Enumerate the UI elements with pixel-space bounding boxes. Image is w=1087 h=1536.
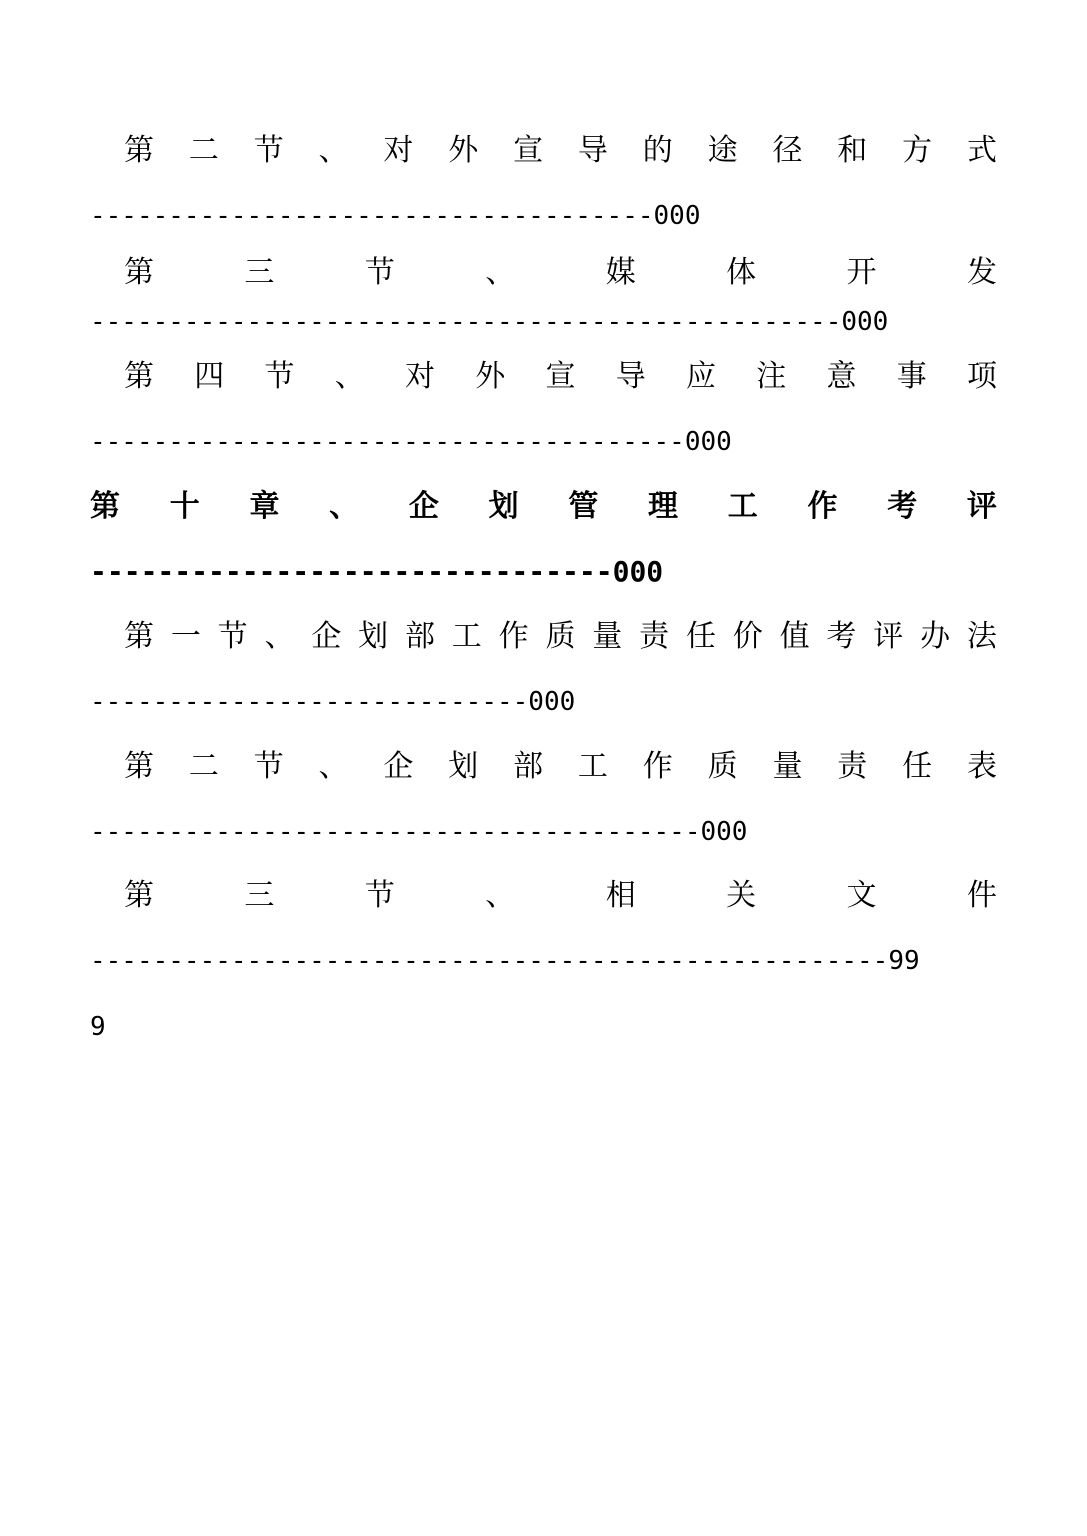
title-char: 项	[967, 359, 997, 394]
title-char: 体	[726, 255, 757, 290]
title-char: 宣	[545, 359, 576, 394]
title-char: 意	[826, 359, 857, 394]
title-char: 划	[488, 489, 519, 524]
toc-entry-title	[124, 359, 997, 394]
title-char: 件	[966, 878, 997, 913]
title-char: 二	[188, 749, 219, 784]
title-char: 事	[896, 359, 927, 394]
trailing-text: 9	[90, 1014, 106, 1040]
toc-entry-leader: ------------------------------------------------000	[90, 309, 889, 335]
title-char: 对	[383, 133, 414, 168]
title-char: 、	[334, 359, 365, 394]
title-char: 、	[329, 489, 360, 524]
title-char: 注	[756, 359, 787, 394]
title-char: 、	[485, 878, 516, 913]
title-char: 三	[244, 255, 275, 290]
title-char: 节	[217, 619, 248, 654]
title-char: 任	[902, 749, 933, 784]
title-char: 第	[124, 133, 154, 168]
title-char: 关	[726, 878, 757, 913]
title-char: 企	[408, 489, 439, 524]
title-char: 相	[605, 878, 636, 913]
title-char: 节	[253, 133, 284, 168]
title-char: 文	[846, 878, 877, 913]
title-char: 节	[264, 359, 295, 394]
toc-entry-leader: --------------------------------------000	[90, 429, 732, 455]
toc-entry-title	[124, 878, 997, 913]
title-char: 十	[169, 489, 200, 524]
title-char: 作	[498, 619, 529, 654]
title-char: 工	[451, 619, 482, 654]
title-char: 导	[615, 359, 646, 394]
toc-entry-title	[124, 133, 997, 168]
title-char: 量	[772, 749, 803, 784]
title-char: 任	[685, 619, 716, 654]
title-char: 质	[545, 619, 576, 654]
title-char: 媒	[605, 255, 636, 290]
title-char: 径	[772, 133, 803, 168]
title-char: 考	[826, 619, 857, 654]
title-char: 节	[253, 749, 284, 784]
title-char: 宣	[513, 133, 544, 168]
title-char: 导	[577, 133, 608, 168]
title-char: 作	[807, 489, 838, 524]
toc-entry-leader: ------------------------------------000	[90, 203, 701, 229]
title-char: 四	[194, 359, 225, 394]
title-char: 作	[642, 749, 673, 784]
title-char: 质	[707, 749, 738, 784]
title-char: 评	[966, 489, 997, 524]
title-char: 第	[124, 878, 154, 913]
title-char: 、	[485, 255, 516, 290]
title-char: 第	[124, 619, 154, 654]
title-char: 办	[920, 619, 951, 654]
title-char: 责	[837, 749, 868, 784]
title-char: 划	[448, 749, 479, 784]
title-char: 应	[686, 359, 716, 394]
title-char: 部	[513, 749, 544, 784]
title-char: 、	[318, 133, 349, 168]
title-char: 三	[244, 878, 275, 913]
toc-entry-leader: ---------------------------------------000	[90, 819, 748, 845]
title-char: 对	[405, 359, 435, 394]
toc-entry-title	[124, 255, 997, 290]
title-char: 外	[448, 133, 479, 168]
title-char: 、	[318, 749, 349, 784]
title-char: 管	[568, 489, 599, 524]
toc-entry-title	[124, 749, 997, 784]
title-char: 二	[188, 133, 219, 168]
title-char: 第	[90, 489, 120, 524]
title-char: 表	[966, 749, 997, 784]
title-char: 章	[249, 489, 280, 524]
title-char: 的	[642, 133, 673, 168]
title-char: 式	[966, 133, 997, 168]
title-char: 企	[311, 619, 342, 654]
title-char: 理	[648, 489, 679, 524]
title-char: 一	[170, 619, 201, 654]
title-char: 第	[124, 749, 154, 784]
title-char: 节	[364, 255, 395, 290]
title-char: 值	[779, 619, 810, 654]
title-char: 开	[846, 255, 877, 290]
title-char: 发	[966, 255, 997, 290]
title-char: 工	[577, 749, 608, 784]
title-char: 途	[707, 133, 738, 168]
title-char: 和	[837, 133, 868, 168]
title-char: 量	[592, 619, 623, 654]
title-char: 部	[404, 619, 435, 654]
title-char: 企	[383, 749, 414, 784]
toc-entry-leader: ----------------------------000	[90, 689, 576, 715]
title-char: 考	[887, 489, 918, 524]
toc-chapter-title	[90, 489, 997, 524]
title-char: 外	[475, 359, 506, 394]
title-char: 节	[364, 878, 395, 913]
title-char: 责	[639, 619, 670, 654]
title-char: 价	[732, 619, 763, 654]
title-char: 第	[124, 255, 154, 290]
title-char: 、	[264, 619, 295, 654]
title-char: 法	[966, 619, 997, 654]
title-char: 划	[358, 619, 389, 654]
title-char: 方	[902, 133, 933, 168]
title-char: 第	[124, 359, 154, 394]
toc-entry-title	[124, 619, 997, 654]
toc-entry-leader: ---------------------------------------------------99	[90, 948, 920, 974]
toc-chapter-leader: -------------------------------000	[90, 558, 664, 586]
title-char: 工	[727, 489, 758, 524]
title-char: 评	[873, 619, 904, 654]
